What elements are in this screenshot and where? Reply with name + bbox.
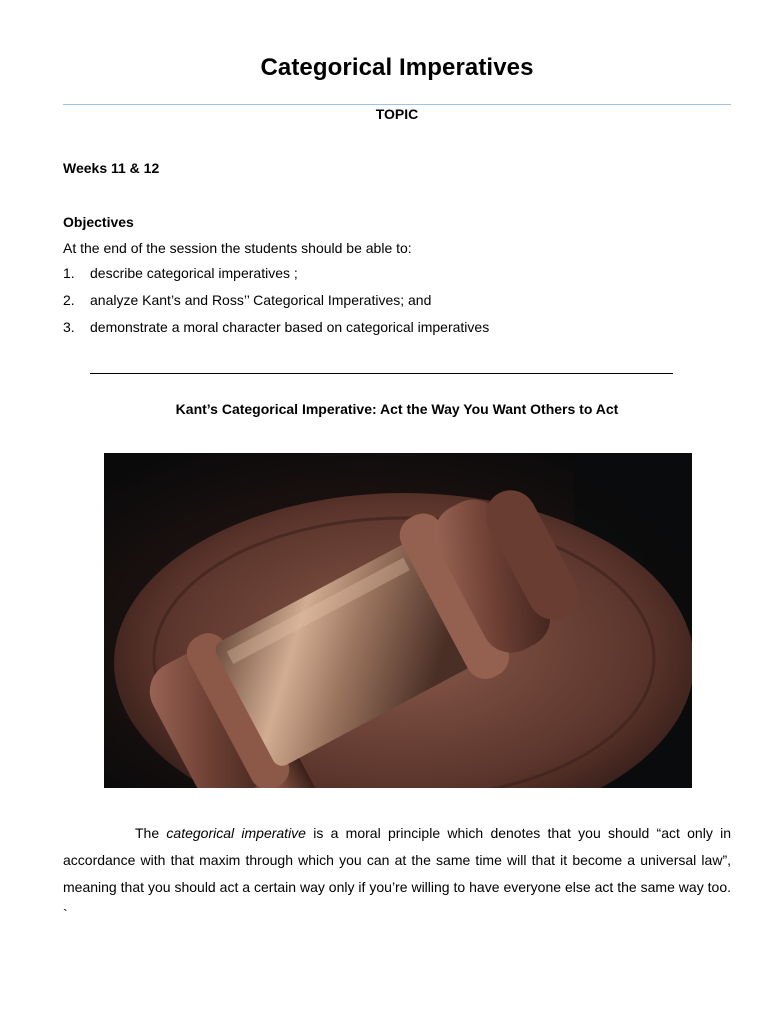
list-item-number: 3. bbox=[63, 319, 75, 335]
list-item-number: 1. bbox=[63, 265, 75, 281]
list-item-text: analyze Kant’s and Ross’’ Categorical Imperatives; and bbox=[90, 292, 432, 308]
body-paragraph bbox=[63, 820, 731, 928]
page-title: Categorical Imperatives bbox=[260, 54, 534, 81]
gavel-illustration bbox=[104, 453, 692, 788]
paragraph-rest: is a moral principle which denotes that you should “act only in accordance with that maxim through which you can at the same time will that it become a universal law”, meaning that you should act a certain way only if you’re willing to have everyone else act the same way too. ` bbox=[63, 825, 732, 922]
paragraph-term: categorical imperative bbox=[166, 825, 306, 841]
section-heading: Kant’s Categorical Imperative: Act the Way You Want Others to Act bbox=[175, 401, 619, 417]
section-divider bbox=[90, 373, 673, 374]
objectives-intro: At the end of the session the students should be able to: bbox=[63, 240, 412, 256]
paragraph-lead: The bbox=[135, 825, 167, 841]
list-item-number: 2. bbox=[63, 292, 75, 308]
title-underline bbox=[63, 104, 731, 105]
topic-label: TOPIC bbox=[375, 106, 419, 122]
weeks-label: Weeks 11 & 12 bbox=[63, 160, 160, 176]
list-item-text: describe categorical imperatives ; bbox=[90, 265, 298, 281]
list-item-text: demonstrate a moral character based on categorical imperatives bbox=[90, 319, 490, 335]
objectives-heading: Objectives bbox=[63, 214, 134, 230]
gavel-photo bbox=[104, 453, 692, 788]
